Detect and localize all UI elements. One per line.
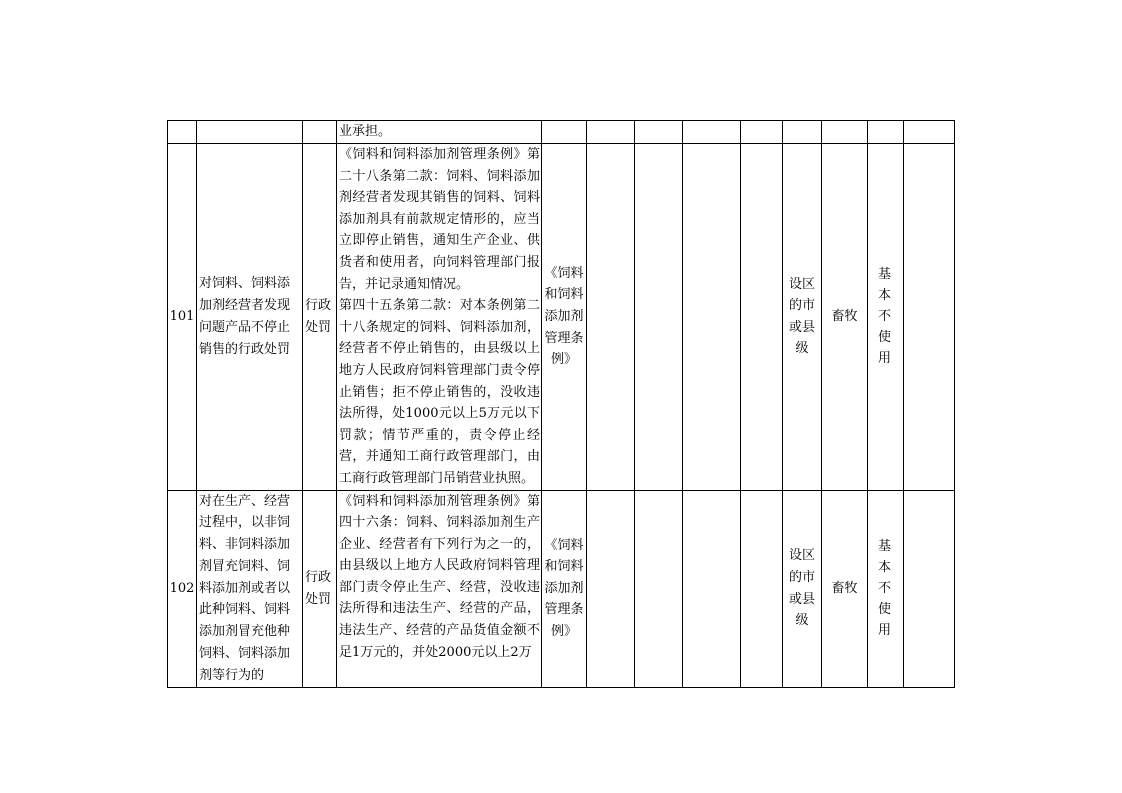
cell-empty	[683, 121, 741, 144]
cell-department	[822, 121, 868, 144]
cell-empty	[904, 121, 955, 144]
cell-status	[868, 121, 904, 144]
cell-department: 畜牧	[822, 490, 868, 687]
cell-category: 行政处罚	[303, 490, 337, 687]
law-paragraph: 《饲料和饲料添加剂管理条例》第二十八条第二款：饲料、饲料添加剂经营者发现其销售的饲料、饲料添加剂具有前款规定情形的，应当立即停止销售，通知生产企业、供货者和使用者，向饲料管理部门报告，并记录通知情况。	[339, 147, 540, 292]
cell-number: 102	[168, 490, 197, 687]
cell-empty	[741, 121, 783, 144]
cell-empty	[904, 490, 955, 687]
cell-number: 101	[168, 144, 197, 491]
cell-basis: 《饲料和饲料添加剂管理条例》	[542, 144, 587, 491]
table-row-continuation	[168, 121, 955, 144]
cell-empty	[904, 144, 955, 491]
cell-empty	[587, 490, 635, 687]
cell-department: 畜牧	[822, 144, 868, 491]
cell-level	[783, 121, 822, 144]
cell-basis: 《饲料和饲料添加剂管理条例》	[542, 490, 587, 687]
cell-item-name: 对在生产、经营过程中，以非饲料、非饲料添加剂冒充饲料、饲料添加剂或者以此种饲料、饲料添加剂冒充他种饲料、饲料添加剂等行为的	[197, 490, 303, 687]
cell-empty	[635, 490, 683, 687]
cell-basis	[542, 121, 587, 144]
regulation-table	[167, 120, 955, 688]
cell-law-text	[337, 144, 542, 491]
law-paragraph: 第四十五条第二款：对本条例第二十八条规定的饲料、饲料添加剂，经营者不停止销售的，由县级以上地方人民政府饲料管理部门责令停止销售；拒不停止销售的，没收违法所得，处1000元以上5万元以下罚款；情节严重的，责令停止经营，并通知工商行政管理部门，由工商行政管理部门吊销营业执照。	[339, 298, 540, 486]
cell-empty	[741, 144, 783, 491]
cell-category	[303, 121, 337, 144]
law-paragraph: 《饲料和饲料添加剂管理条例》第四十六条：饲料、饲料添加剂生产企业、经营者有下列行为之一的，由县级以上地方人民政府饲料管理部门责令停止生产、经营，没收违法所得和违法生产、经营的产品，违法生产、经营的产品货值金额不足1万元的，并处2000元以上2万	[339, 493, 540, 660]
cell-empty	[635, 121, 683, 144]
cell-status: 基本不使用	[868, 144, 904, 491]
cell-level: 设区的市或县级	[783, 144, 822, 491]
cell-item-name	[197, 121, 303, 144]
cell-empty	[635, 144, 683, 491]
table-row	[168, 490, 955, 687]
cell-empty	[683, 490, 741, 687]
cell-category: 行政处罚	[303, 144, 337, 491]
cell-level: 设区的市或县级	[783, 490, 822, 687]
table-row	[168, 144, 955, 491]
cell-empty	[683, 144, 741, 491]
cell-empty	[587, 144, 635, 491]
cell-empty	[741, 490, 783, 687]
cell-item-name: 对饲料、饲料添加剂经营者发现问题产品不停止销售的行政处罚	[197, 144, 303, 491]
cell-law-text	[337, 490, 542, 687]
cell-empty	[587, 121, 635, 144]
cell-law-text: 业承担。	[337, 121, 542, 144]
cell-number	[168, 121, 197, 144]
cell-status: 基本不使用	[868, 490, 904, 687]
